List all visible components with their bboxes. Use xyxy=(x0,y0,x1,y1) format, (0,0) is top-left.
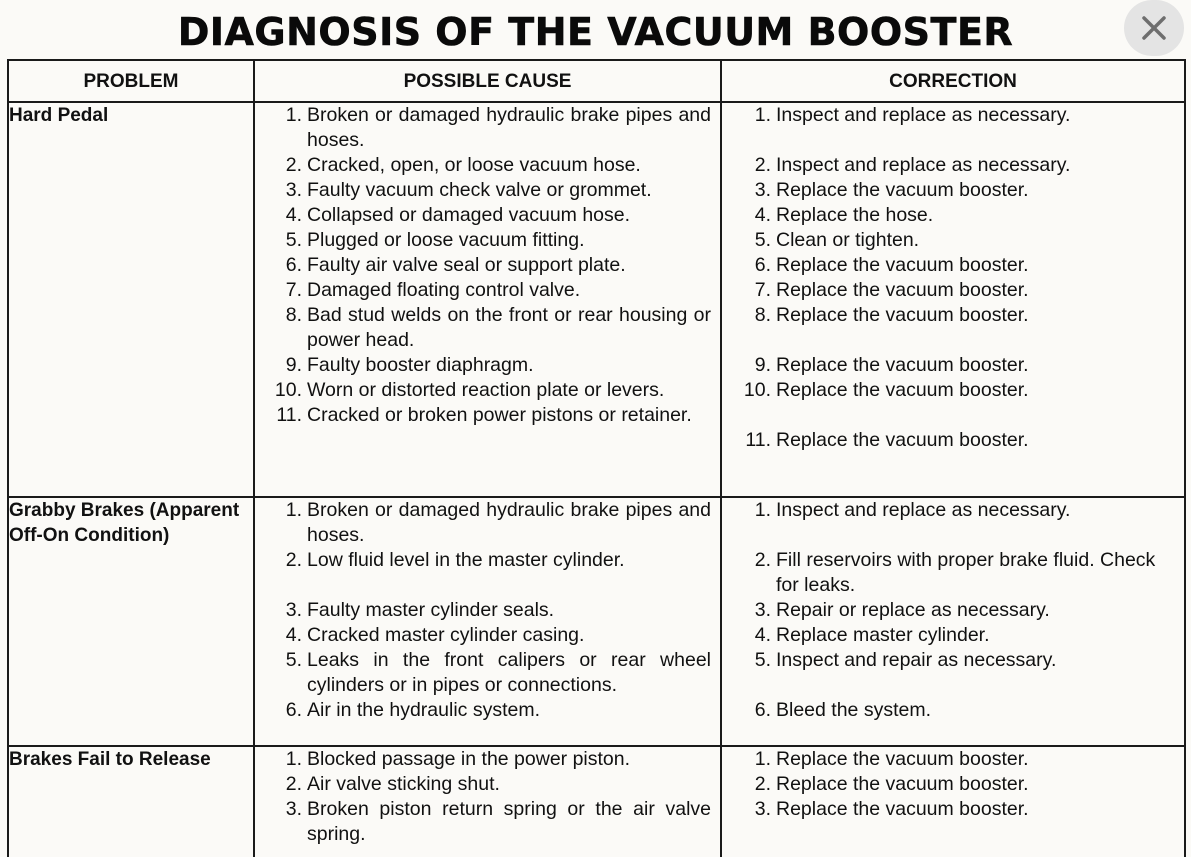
cause-item: 2. Air valve sticking shut. xyxy=(285,773,500,795)
close-icon xyxy=(1141,15,1167,41)
cause-item: 3. Broken piston return spring or the air valve spring. xyxy=(285,798,711,845)
cause-item: 6. Air in the hydraulic system. xyxy=(285,699,541,721)
cause-item: 6. Faulty air valve seal or support plate. xyxy=(285,254,626,276)
table-row xyxy=(8,102,1185,497)
correction-item: 10. Replace the vacuum booster. xyxy=(743,379,1029,401)
cause-item: 1. Blocked passage in the power piston. xyxy=(285,748,631,770)
correction-item: 3. Replace the vacuum booster. xyxy=(754,798,1029,820)
correction-item: 2. Inspect and replace as necessary. xyxy=(754,154,1071,176)
cause-item: 3. Faulty master cylinder seals. xyxy=(285,599,555,621)
problem-cell: Brakes Fail to Release xyxy=(8,746,254,857)
correction-item: 3. Replace the vacuum booster. xyxy=(754,179,1029,201)
correction-item: 8. Replace the vacuum booster. xyxy=(754,304,1029,326)
cause-item: 5. Plugged or loose vacuum fitting. xyxy=(285,229,585,251)
cause-list xyxy=(254,746,721,857)
cause-item: 2. Cracked, open, or loose vacuum hose. xyxy=(285,154,641,176)
cause-item: 3. Faulty vacuum check valve or grommet. xyxy=(285,179,652,201)
cause-item: 2. Low fluid level in the master cylinder. xyxy=(285,549,625,571)
close-button[interactable] xyxy=(1124,0,1184,56)
cause-list xyxy=(254,497,721,746)
correction-list xyxy=(721,746,1185,857)
cause-list xyxy=(254,102,721,497)
problem-cell: Hard Pedal xyxy=(8,102,254,497)
table-row xyxy=(8,746,1185,857)
correction-item: 6. Replace the vacuum booster. xyxy=(754,254,1029,276)
correction-item: 6. Bleed the system. xyxy=(754,699,931,721)
cause-item: 1. Broken or damaged hydraulic brake pipes and hoses. xyxy=(285,499,711,546)
correction-item: 2. Replace the vacuum booster. xyxy=(754,773,1029,795)
correction-item: 5. Clean or tighten. xyxy=(754,229,920,251)
cause-item: 4. Collapsed or damaged vacuum hose. xyxy=(285,204,631,226)
header-possible-cause: POSSIBLE CAUSE xyxy=(254,60,721,102)
page-title: DIAGNOSIS OF THE VACUUM BOOSTER xyxy=(177,10,1014,54)
correction-item: 9. Replace the vacuum booster. xyxy=(754,354,1029,376)
header-problem: PROBLEM xyxy=(8,60,254,102)
table-header-row xyxy=(8,60,1185,102)
problem-cell: Grabby Brakes (Apparent Off-On Condition) xyxy=(8,497,254,746)
header-correction: CORRECTION xyxy=(721,60,1185,102)
cause-item: 1. Broken or damaged hydraulic brake pipes and hoses. xyxy=(285,104,711,151)
correction-list xyxy=(721,102,1185,497)
correction-item: 1. Inspect and replace as necessary. xyxy=(754,499,1071,521)
cause-item: 11. Cracked or broken power pistons or retainer. xyxy=(276,404,692,426)
correction-item: 11. Replace the vacuum booster. xyxy=(745,429,1029,451)
cause-item: 10. Worn or distorted reaction plate or levers. xyxy=(274,379,665,401)
cause-item: 7. Damaged floating control valve. xyxy=(285,279,581,301)
correction-item: 7. Replace the vacuum booster. xyxy=(754,279,1029,301)
diagnosis-table xyxy=(7,59,1186,857)
correction-list xyxy=(721,497,1185,746)
table-row xyxy=(8,497,1185,746)
correction-item: 1. Replace the vacuum booster. xyxy=(754,748,1029,770)
cause-item: 9. Faulty booster diaphragm. xyxy=(285,354,534,376)
correction-item: 3. Repair or replace as necessary. xyxy=(754,599,1050,621)
correction-item: 4. Replace the hose. xyxy=(754,204,934,226)
correction-item: 2. Fill reservoirs with proper brake fluid. Check for leaks. xyxy=(754,549,1156,596)
cause-item: 5. Leaks in the front calipers or rear wheel cylinders or in pipes or connections. xyxy=(285,649,711,696)
correction-item: 5. Inspect and repair as necessary. xyxy=(754,649,1057,671)
correction-item: 4. Replace master cylinder. xyxy=(754,624,990,646)
correction-item: 1. Inspect and replace as necessary. xyxy=(754,104,1071,126)
cause-item: 4. Cracked master cylinder casing. xyxy=(285,624,585,646)
cause-item: 8. Bad stud welds on the front or rear housing or power head. xyxy=(285,304,711,351)
